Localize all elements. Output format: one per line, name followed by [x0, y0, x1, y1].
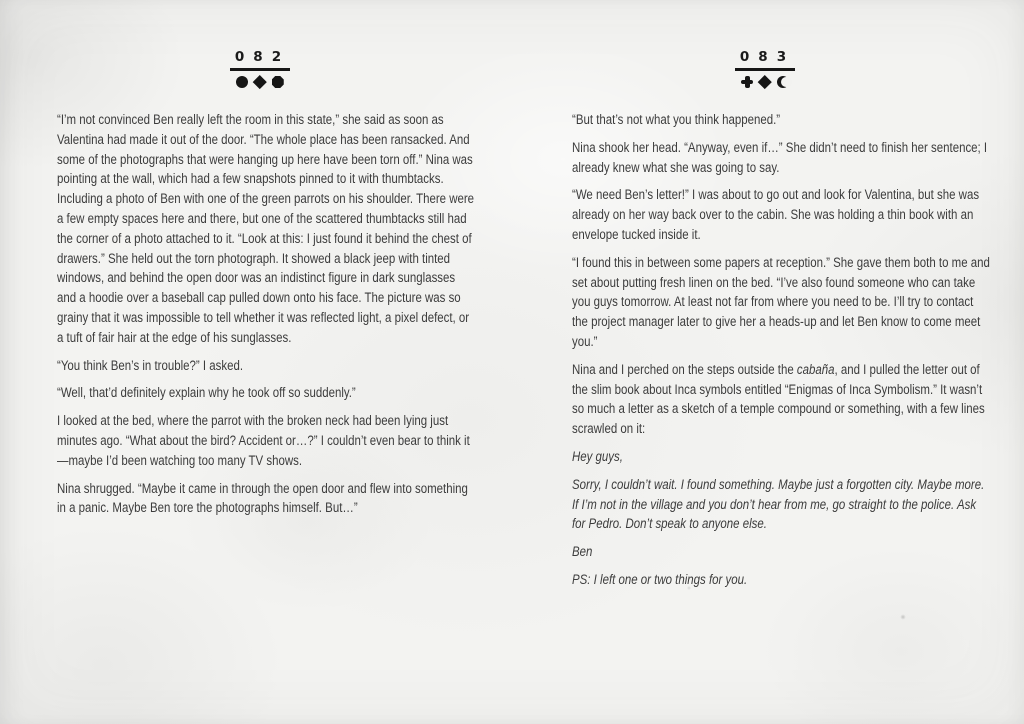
page-left: [57, 0, 477, 724]
page-content: [572, 111, 992, 599]
paragraph: Ben: [572, 544, 593, 561]
page-symbols: [50, 75, 470, 89]
paragraph: Nina shrugged. “Maybe it came in through the open door and flew into something in a panic. Maybe Ben tore the photographs himself. But…”: [57, 480, 468, 517]
plus-icon: [741, 76, 753, 88]
paragraph: “But that’s not what you think happened.”: [572, 112, 781, 128]
paragraph: “You think Ben’s in trouble?” I asked.: [57, 357, 244, 374]
page-right: [572, 0, 992, 724]
page-content: [57, 111, 477, 527]
page-number: 082: [230, 49, 290, 71]
page-number: 083: [735, 49, 795, 71]
paragraph: “I found this in between some papers at reception.” She gave them both to me and set about putting fresh linen on the bed. “I’ve also found someone who can take you guys tomorrow. At least not far from where you need to be. I’ll try to contact the project manager later to give her a heads-up and let Ben know to come meet you.”: [572, 254, 990, 350]
paragraph: “Well, that’d definitely explain why he took off so suddenly.”: [57, 385, 356, 402]
octagon-icon: [272, 76, 284, 88]
paragraph: Nina shook her head. “Anyway, even if…” She didn’t need to finish her sentence; I already knew what she was going to say.: [572, 139, 988, 176]
page-symbols: [555, 75, 975, 89]
circle-icon: [236, 76, 248, 88]
paragraph: PS: I left one or two things for you.: [572, 571, 748, 588]
paragraph: Sorry, I couldn’t wait. I found something. Maybe just a forgotten city. Maybe more. If I’m not in the village and you don’t hear from me, go straight to the police. Ask for Pedro. Don’t speak to anyone else.: [572, 476, 985, 533]
page-header: [50, 48, 470, 89]
paragraph: Hey guys,: [572, 448, 623, 465]
crescent-icon: [777, 76, 789, 88]
paragraph: “I’m not convinced Ben really left the room in this state,” she said as soon as Valentina had made it out of the door. “The whole place has been ransacked. And some of the photographs that were hanging up here have been torn off.” Nina was pointing at the wall, which had a few snapshots pinned to it with thumbtacks. Including a photo of Ben with one of the green parrots on his shoulder. There were a few empty spaces here and there, but one of the scattered thumbtacks still had the corner of a photo attached to it. “Look at this: I just found it behind the chest of drawers.” She held out the torn photograph. It showed a black jeep with tinted windows, and behind the open door was an indistinct figure in dark sunglasses and a hoodie over a baseball cap pulled down onto his face. The picture was so grainy that it was impossible to tell whether it was reflected light, a pixel defect, or a tuft of fair hair at the edge of his sunglasses.: [57, 112, 475, 346]
diamond-icon: [758, 75, 771, 88]
paragraph: I looked at the bed, where the parrot with the broken neck had been lying just minutes ago. “What about the bird? Accident or…?” I couldn’t even bear to think it—maybe I’d been watching too many TV shows.: [57, 413, 470, 469]
diamond-icon: [253, 75, 266, 88]
paragraph: “We need Ben’s letter!” I was about to go out and look for Valentina, but she was already on her way back over to the cabin. She was holding a thin book with an envelope tucked inside it.: [572, 187, 980, 243]
page-header: [555, 48, 975, 89]
paragraph: Nina and I perched on the steps outside the cabaña, and I pulled the letter out of the slim book about Inca symbols entitled “Enigmas of Inca Symbolism.” It wasn’t so much a letter as a sketch of a temple compound or something, with a few lines scrawled on it:: [572, 361, 985, 438]
